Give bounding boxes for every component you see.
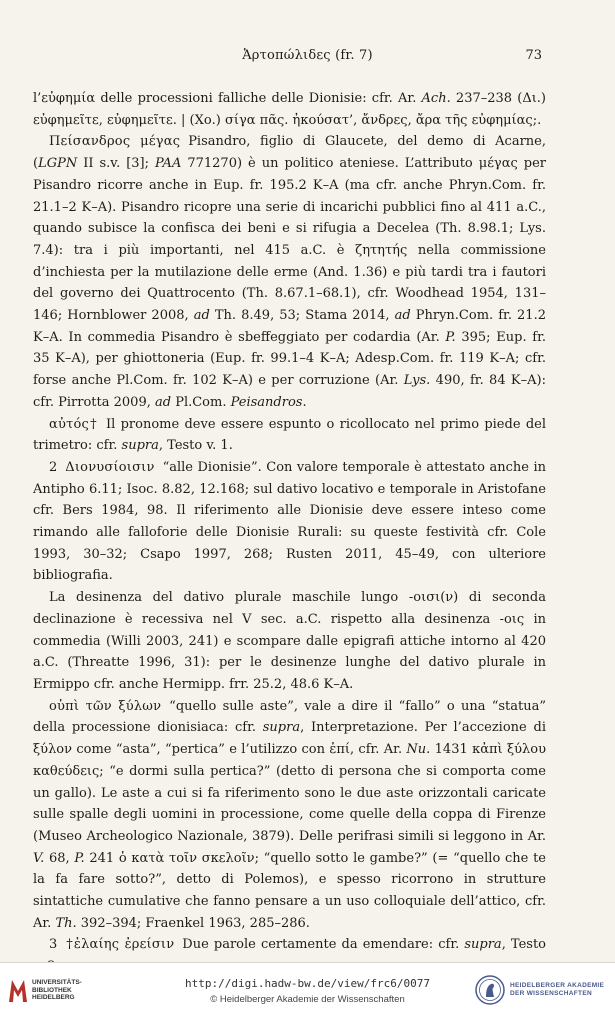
lemma-elaies: †ἐλαίης ἐρείσιν [65, 937, 175, 953]
running-head [0, 48, 615, 68]
paragraph-xylon: οὑπὶ τῶν ξύλων “quello sulle aste”, vale a dire il “fallo” o una “statua” della processione dionisiaca: cfr. supra, Interpretazione. Per l’accezione di ξύλον come “asta”, “pertica” e l’utilizzo con ἐπί, cfr. Ar. Nu. 1431 κἀπὶ ξύλου καθεύδεις; “e dormi sulla pertica?” (detto di persona che si comporta come un gallo). Le aste a cui si fa riferimento sono le due aste orizzontali caricate sulle spalle degli uomini in processione, come quelle della coppa di Firenze (Museo Archeologico Nazionale, 3879). Delle perifrasi simili si leggono in Ar. V. 68, P. 241 ὁ κατὰ τοῖν σκελοῖν; “quello sotto le gambe?” (= “quello che te la fa fare sotto?”, detto di Polemos), e spesso ricorrono in strutture sintattiche cumulative che fanno pensare a un uso colloquiale dell’attico, cfr. Ar. Th. 392–394; Fraenkel 1963, 285–286. [33, 698, 547, 931]
paragraph-elaies: 3 †ἐλαίης ἐρείσιν Due parole certamente da emendare: cfr. supra, Testo [49, 937, 546, 953]
line-number: 2 [49, 459, 58, 475]
copyright-notice: © Heidelberger Akademie der Wissenschaften [210, 994, 405, 1005]
lemma-dionysioisin: Διονυσίοισιν [65, 459, 155, 475]
page-number: 73 [525, 48, 542, 63]
paragraph-euphemia: l’εὐφημία delle processioni falliche delle Dionisie: cfr. Ar. Ach. 237–238 (Δι.) εὐφημεῖτε, εὐφημεῖτε. | (Χο.) σίγα πᾶς. ἠκούσατ’, ἄνδρες, ἄρα τῆς εὐφημίας;. [33, 91, 547, 128]
paragraph-dionysioisin: 2 Διονυσίοισιν “alle Dionisie”. Con valore temporale è attestato anche in Antipho 6.11; Isoc. 8.82, 12.168; sul dativo locativo e temporale in Aristofane cfr. Bers 1984, 98. Il riferimento alle Dionisie deve essere inteso come rimando alle falloforie delle Dionisie Rurali: su queste festività cfr. Cole 1993, 30–32; Csapo 1997, 268; Rusten 2011, 45–49, con ulteriore bibliografia. [33, 459, 546, 584]
lemma-peisandros: Πείσανδρος μέγας [49, 134, 181, 150]
lemma-xylon: οὑπὶ τῶν ξύλων [49, 698, 162, 714]
running-title: Ἀρτοπώλιδες (fr. 7) [242, 48, 373, 63]
permalink-url[interactable]: http://digi.hadw-bw.de/view/frc6/0077 [184, 977, 431, 990]
academy-name: HEIDELBERGER AKADEMIE DER WISSENSCHAFTEN [510, 982, 605, 997]
paragraph-autos: αὐτός† Il pronome deve essere espunto o ricollocato nel primo piede del trimetro: cfr. supra, Testo v. 1. [33, 416, 546, 454]
viewer-footer [0, 962, 615, 1017]
commentary-text [33, 88, 546, 978]
library-name: UNIVERSITÄTS- BIBLIOTHEK HEIDELBERG [32, 979, 82, 1001]
paragraph-peisandros: Πείσανδρος μέγας Pisandro, figlio di Glaucete, del demo di Acarne, (LGPN II s.v. [3]; PAA 771270) è un politico ateniese. L’attributo μέγας per Pisandro ricorre anche in Eup. fr. 195.2 K–A (ma cfr. anche Phryn.Com. fr. 21.1–2 K–A). Pisandro ricopre una serie di incarichi pubblici fino al 411 a.C., quando subisce la confisca dei beni e si rifugia a Decelea (Th. 8.98.1; Lys. 7.4): tra i più importanti, nel 415 a.C. è ζητητής nella commissione d’inchiesta per la mutilazione delle erme (And. 1.36) e più tardi tra i fautori del governo dei Quattrocento (Th. 8.67.1–68.1), cfr. Woodhead 1954, 131–146; Hornblower 2008, ad Th. 8.49, 53; Stama 2014, ad Phryn.Com. fr. 21.2 K–A. In commedia Pisandro è sbeffeggiato per codardia (Ar. P. 395; Eup. fr. 35 K–A), per ghiottoneria (Eup. fr. 99.1–4 K–A; Adesp.Com. fr. 119 K–A; cfr. forse anche Pl.Com. fr. 102 K–A) e per corruzione (Ar. Lys. 490, fr. 84 K–A): cfr. Pirrotta 2009, ad Pl.Com. Peisandros. [33, 134, 547, 410]
lemma-autos: αὐτός† [49, 416, 99, 432]
academy-seal-icon [475, 975, 505, 1005]
paragraph-desinenza: La desinenza del dativo plurale maschile lungo -οισι(ν) di seconda declinazione è recessiva nel V sec. a.C. rispetto alla desinenza -οις in commedia (Willi 2003, 241) e scompare dalle epigrafi attiche intorno al 420 a.C. (Threatte 1996, 31): per le desinenze lunghe del dativo plurale in Ermippo cfr. anche Hermipp. frr. 25.2, 48.6 K–A. [33, 590, 546, 692]
line-number: 3 [49, 937, 58, 953]
